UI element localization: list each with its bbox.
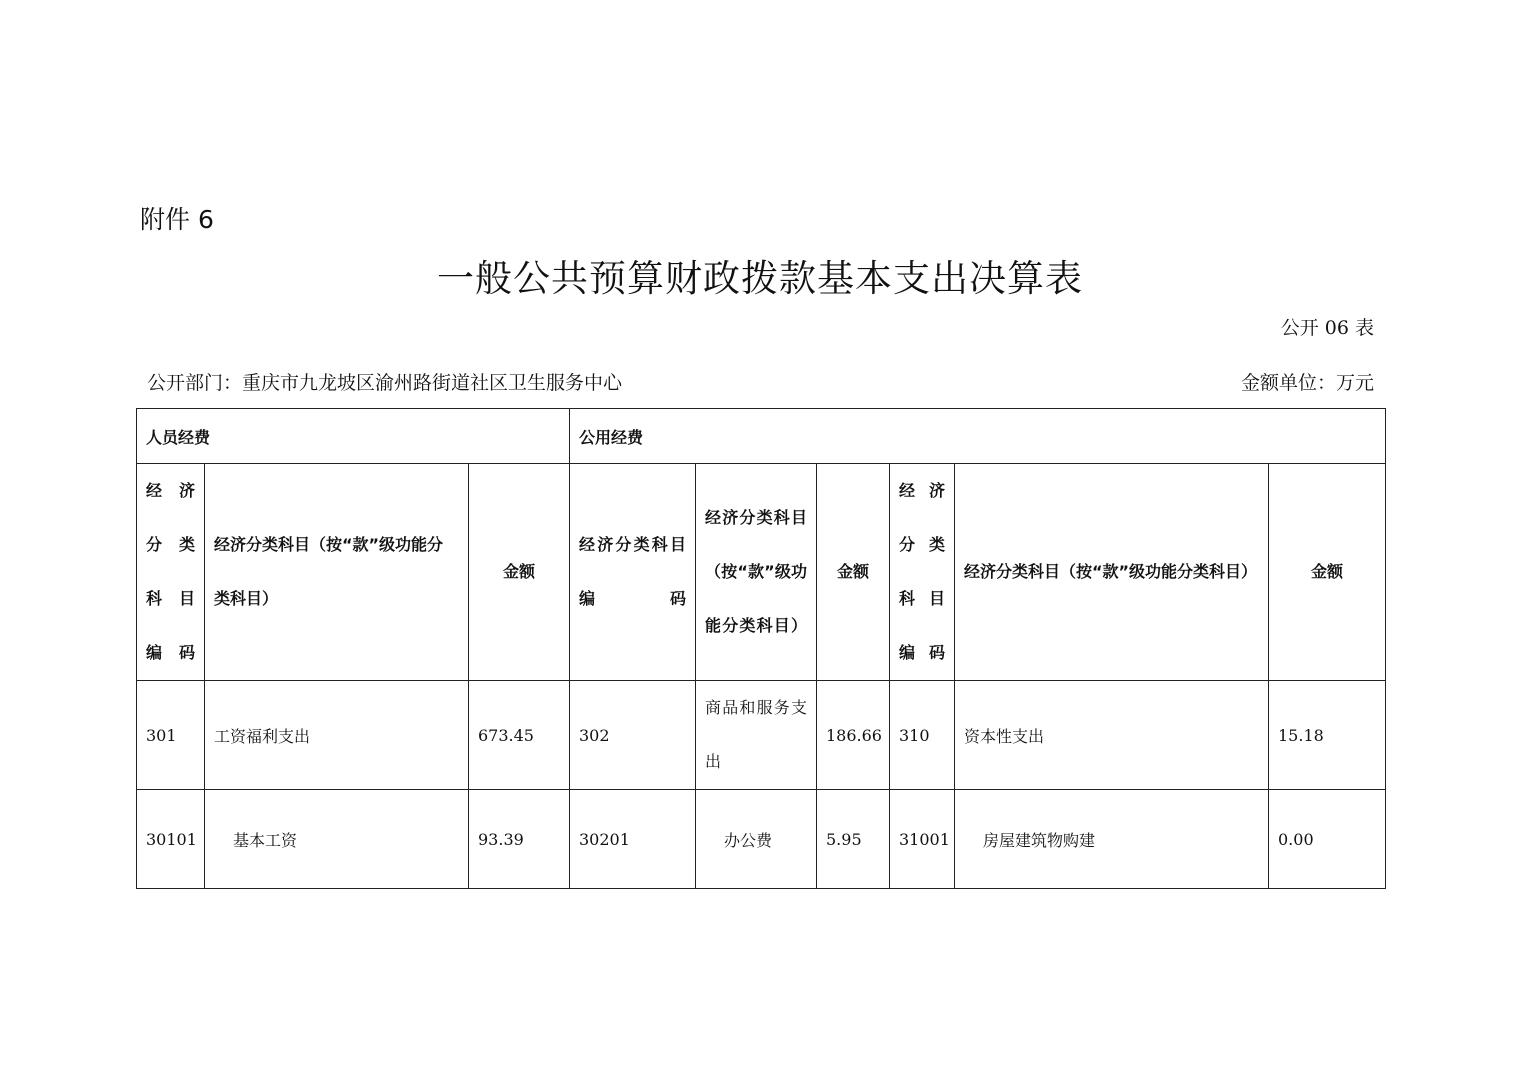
cell-goods-name — [696, 681, 817, 790]
table-number: 公开 06 表 — [1280, 317, 1374, 339]
cell-capital-name: 房屋建筑物购建 — [955, 790, 1269, 889]
cell-personnel-amount: 93.39 — [469, 790, 570, 889]
cell-capital-code: 310 — [890, 681, 955, 790]
header-personnel-code: 经 济 分 类 科 目 编码 — [137, 464, 205, 681]
cell-goods-amount: 5.95 — [817, 790, 890, 889]
cell-capital-code: 31001 — [890, 790, 955, 889]
cell-personnel-amount: 673.45 — [469, 681, 570, 790]
header-capital-amount: 金额 — [1269, 464, 1386, 681]
page-title: 一般公共预算财政拨款基本支出决算表 — [437, 257, 1083, 300]
cell-goods-amount: 186.66 — [817, 681, 890, 790]
header-goods-name: 经济分类科目（按“款”级功能分类科目） — [696, 464, 817, 681]
header-goods-code: 经济分类科目编码 — [570, 464, 696, 681]
department-label: 公开部门：重庆市九龙坡区渝州路街道社区卫生服务中心 — [147, 372, 623, 394]
cell-personnel-code: 30101 — [137, 790, 205, 889]
column-header-row — [137, 464, 1386, 681]
amount-unit-label: 金额单位：万元 — [1240, 372, 1374, 394]
cell-goods-code: 30201 — [570, 790, 696, 889]
cell-capital-amount: 15.18 — [1269, 681, 1386, 790]
cell-personnel-name: 工资福利支出 — [205, 681, 469, 790]
table-row — [137, 681, 1386, 790]
attachment-label: 附件 6 — [140, 205, 214, 234]
table-row — [137, 790, 1386, 889]
header-goods-amount: 金额 — [817, 464, 890, 681]
cell-goods-code: 302 — [570, 681, 696, 790]
cell-capital-amount: 0.00 — [1269, 790, 1386, 889]
cell-goods-name-text: 商品和服务支出 — [705, 698, 807, 771]
header-capital-name: 经济分类科目（按“款”级功能分类科目） — [955, 464, 1269, 681]
cell-goods-name: 办公费 — [696, 790, 817, 889]
cell-personnel-code: 301 — [137, 681, 205, 790]
header-personnel-name: 经济分类科目（按“款”级功能分类科目） — [205, 464, 469, 681]
header-capital-code: 经 济 分 类 科 目 编码 — [890, 464, 955, 681]
section-header-row — [137, 409, 1386, 464]
section-personnel: 人员经费 — [137, 409, 570, 464]
cell-capital-name: 资本性支出 — [955, 681, 1269, 790]
budget-table — [136, 408, 1386, 889]
cell-personnel-name: 基本工资 — [205, 790, 469, 889]
header-personnel-amount: 金额 — [469, 464, 570, 681]
section-public: 公用经费 — [570, 409, 1386, 464]
